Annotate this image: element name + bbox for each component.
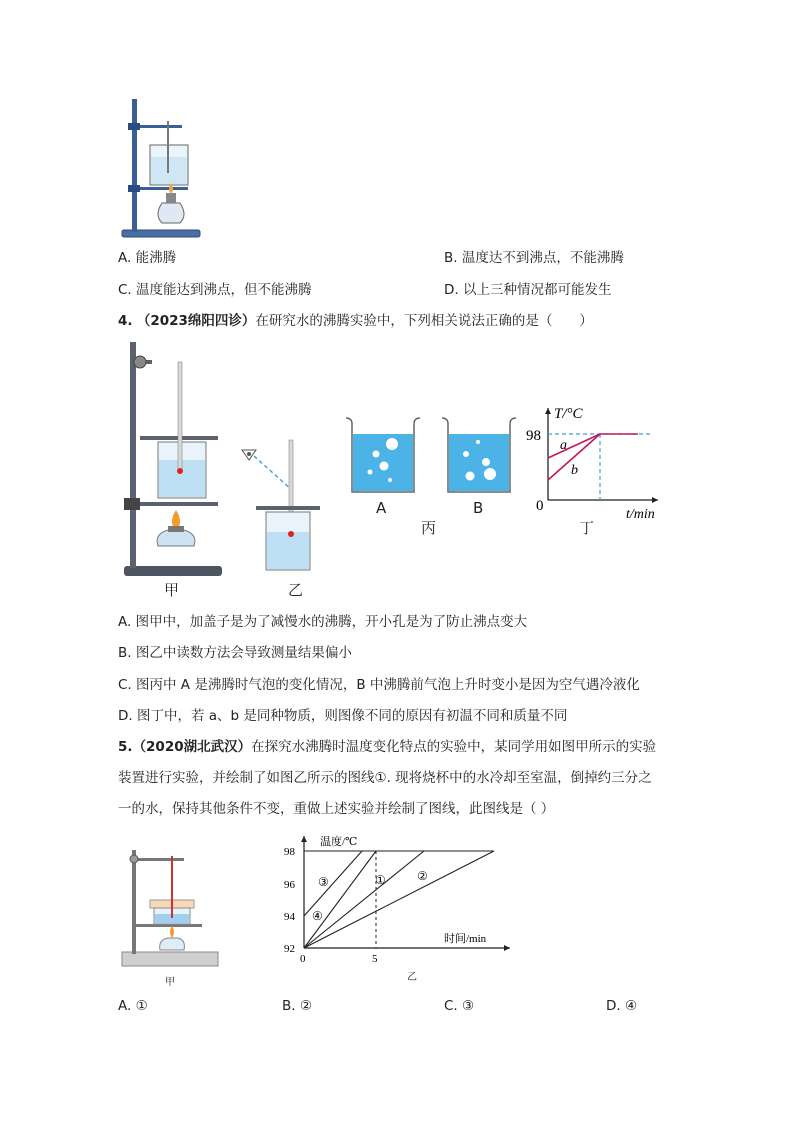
q4-graph-line-b: b [571, 463, 578, 478]
q4-label-bing: 丙 [421, 519, 437, 537]
q5-number: 5. [118, 739, 133, 755]
q4-figure-yi [234, 436, 334, 576]
q5-graph-y-tick-92: 92 [284, 943, 295, 955]
q5-option-d[interactable]: D. ④ [606, 998, 638, 1014]
q4-number: 4. [118, 313, 133, 329]
q4-label-yi: 乙 [288, 581, 304, 599]
q5-graph-x-tick-5: 5 [372, 953, 378, 964]
q4-option-d[interactable]: D. 图丁中，若 a、b 是同种物质，则图像不同的原因有初温不同和质量不同 [118, 708, 568, 724]
q4-stem: 在研究水的沸腾实验中，下列相关说法正确的是（ ） [255, 313, 593, 329]
q4-label-ding: 丁 [579, 519, 595, 537]
q4-beaker-label-a: A [376, 499, 387, 517]
q5-graph-curve-2: ② [417, 869, 428, 883]
q5-figure-yi-graph [282, 830, 522, 964]
q5-graph-y-tick-96: 96 [284, 879, 295, 891]
q4-figure-bing-beakers [340, 414, 520, 496]
q4-source: （2023绵阳四诊） [136, 313, 256, 329]
q5-option-a[interactable]: A. ① [118, 998, 148, 1014]
q5-stem-line3: 一的水，保持其他条件不变，重做上述实验并绘制了图线，此图线是（ ） [118, 801, 555, 817]
q4-graph-origin: 0 [536, 498, 544, 514]
q4-figure-jia [118, 338, 228, 600]
q5-graph-curve-1: ① [375, 873, 386, 887]
q4-figure-ding-graph [526, 398, 676, 524]
q5-graph-curve-4: ④ [312, 909, 323, 923]
q4-option-b[interactable]: B. 图乙中读数方法会导致测量结果偏小 [118, 645, 352, 661]
q4-graph-line-a: a [560, 438, 567, 453]
q5-graph-x-tick-0: 0 [300, 953, 306, 964]
q5-option-b[interactable]: B. ② [282, 998, 312, 1014]
q5-stem-line2: 装置进行实验，并绘制了如图乙所示的图线①. 现将烧杯中的水冷却至室温，倒掉约三分之 [118, 770, 652, 786]
q3-option-a[interactable]: A. 能沸腾 [118, 250, 177, 266]
q4-question-line [118, 311, 593, 331]
q5-graph-x-axis-label: 时间/min [444, 933, 487, 945]
q4-label-jia: 甲 [164, 581, 180, 599]
q4-graph-x-axis-label: t/min [626, 507, 655, 522]
q4-graph-y-value: 98 [526, 428, 541, 444]
q5-label-jia: 甲 [165, 977, 175, 988]
q5-graph-y-axis-label: 温度/℃ [320, 836, 358, 848]
q4-option-a[interactable]: A. 图甲中，加盖子是为了减慢水的沸腾，开小孔是为了防止沸点变大 [118, 614, 528, 630]
q5-question-line1 [118, 737, 656, 757]
q3-option-b[interactable]: B. 温度达不到沸点，不能沸腾 [444, 250, 624, 266]
q4-graph-y-axis-label: T/°C [554, 406, 583, 422]
q3-option-d[interactable]: D. 以上三种情况都可能发生 [444, 282, 612, 298]
q5-graph-y-tick-98: 98 [284, 846, 295, 858]
q5-source: （2020湖北武汉） [132, 739, 252, 755]
q5-graph-curve-3: ③ [318, 875, 329, 889]
q5-stem-line1: 在探究水沸腾时温度变化特点的实验中，某同学用如图甲所示的实验 [251, 739, 657, 755]
q3-option-c[interactable]: C. 温度能达到沸点，但不能沸腾 [118, 282, 312, 298]
q5-graph-y-tick-94: 94 [284, 911, 295, 923]
q4-option-c[interactable]: C. 图丙中 A 是沸腾时气泡的变化情况，B 中沸腾前气泡上升时变小是因为空气遇冷液化 [118, 677, 640, 693]
q5-figure-jia [120, 846, 220, 974]
q5-label-yi: 乙 [407, 972, 417, 983]
q5-option-c[interactable]: C. ③ [444, 998, 475, 1014]
q4-beaker-label-b: B [473, 499, 484, 517]
q3-apparatus-figure [118, 95, 208, 240]
